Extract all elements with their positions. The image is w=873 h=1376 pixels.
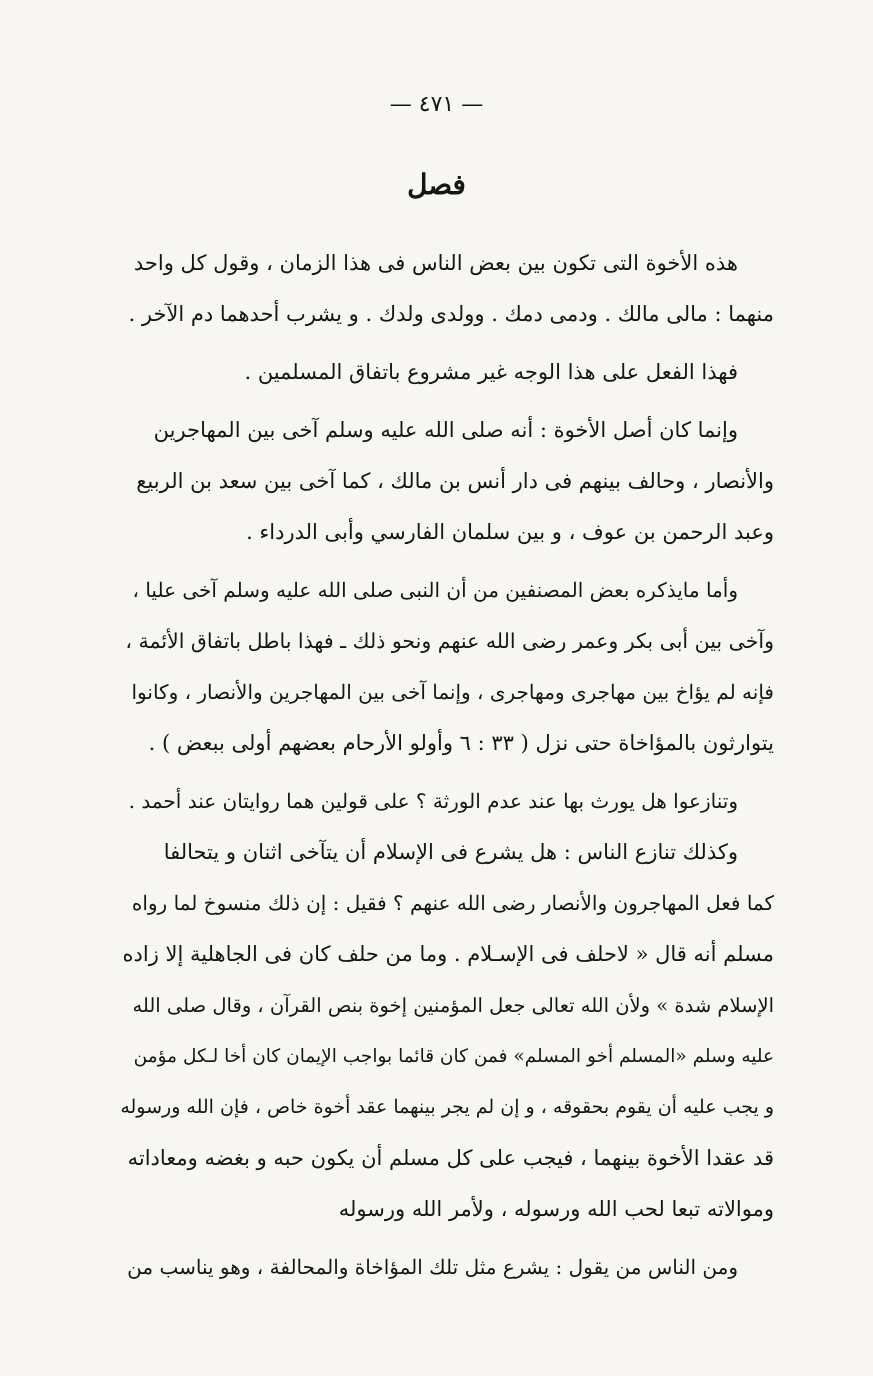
text-line: وآخى بين أبى بكر وعمر رضى الله عنهم ونحو ذلك ـ فهذا باطل باتفاق الأئمة ،: [125, 629, 774, 653]
text-line: وكذلك تنازع الناس : هل يشرع فى الإسلام أن يتآخى اثنان و يتحالفا: [163, 840, 738, 864]
text-line: قد عقدا الأخوة بينهما ، فيجب على كل مسلم أن يكون حبه و بغضه ومعاداته: [127, 1146, 774, 1170]
text-line: ومن الناس من يقول : يشرع مثل تلك المؤاخاة والمحالفة ، وهو يناسب من: [127, 1255, 738, 1279]
text-line: كما فعل المهاجرون والأنصار رضى الله عنهم ؟ فقيل : إن ذلك منسوخ لما رواه: [131, 891, 774, 915]
text-line: والأنصار ، وحالف بينهم فى دار أنس بن مالك ، كما آخى بين سعد بن الربيع: [136, 469, 774, 493]
text-line: هذه الأخوة التى تكون بين بعض الناس فى هذا الزمان ، وقول كل واحد: [133, 251, 738, 275]
text-line: وموالاته تبعا لحب الله ورسوله ، ولأمر الله ورسوله: [338, 1197, 774, 1221]
text-line: فإنه لم يؤاخ بين مهاجرى ومهاجرى ، وإنما آخى بين المهاجرين والأنصار ، وكانوا: [131, 680, 774, 704]
body-text: [118, 238, 774, 1293]
text-line: و يجب عليه أن يقوم بحقوقه ، و إن لم يجر بينهما عقد أخوة خاص ، فإن الله ورسوله: [120, 1096, 774, 1118]
text-line: الإسلام شدة » ولأن الله تعالى جعل المؤمنين إخوة بنص القرآن ، وقال صلى الله: [132, 994, 774, 1017]
text-line: وأما مايذكره بعض المصنفين من أن النبى صلى الله عليه وسلم آخى عليا ،: [132, 578, 738, 602]
text-line: عليه وسلم «المسلم أخو المسلم» فمن كان قائما بواجب الإيمان كان أخا لـكل مؤمن: [133, 1046, 774, 1067]
text-line: منهما : مالى مالك . ودمى دمك . وولدى ولدك . و يشرب أحدهما دم الآخر .: [128, 302, 774, 326]
text-line: وتنازعوا هل يورث بها عند عدم الورثة ؟ على قولين هما روايتان عند أحمد .: [128, 789, 738, 813]
text-line: فهذا الفعل على هذا الوجه غير مشروع باتفاق المسلمين .: [244, 360, 738, 384]
text-line: مسلم أنه قال « لاحلف فى الإسـلام . وما من حلف كان فى الجاهلية إلا زاده: [122, 942, 774, 966]
page-number: — ٤٧١ —: [389, 92, 484, 117]
text-line: وعبد الرحمن بن عوف ، و بين سلمان الفارسي وأبى الدرداء .: [246, 520, 774, 544]
section-heading: فصل: [407, 168, 466, 201]
text-line: وإنما كان أصل الأخوة : أنه صلى الله عليه وسلم آخى بين المهاجرين: [153, 418, 738, 442]
text-line: يتوارثون بالمؤاخاة حتى نزل ( ٣٣ : ٦ وأولو الأرحام بعضهم أولى ببعض ) .: [148, 731, 774, 755]
